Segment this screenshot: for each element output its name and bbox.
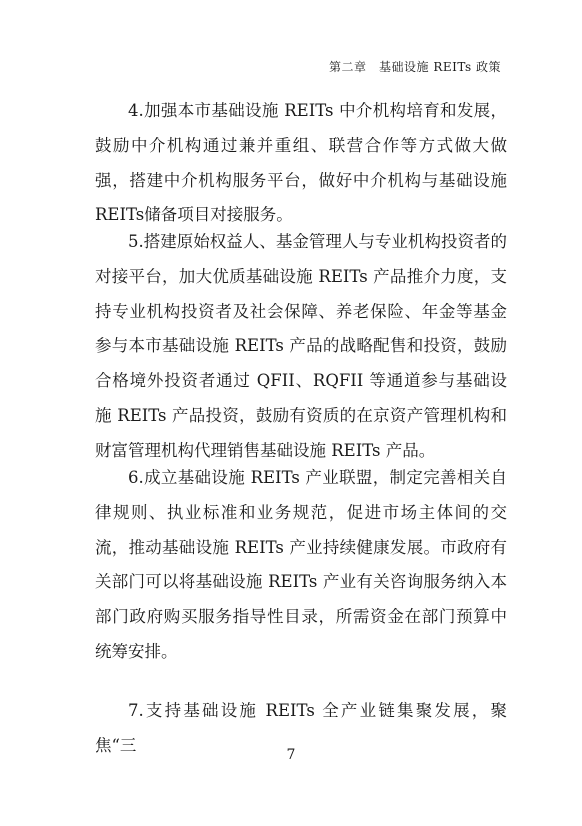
paragraph-4-text: 4.加强本市基础设施 REITs 中介机构培育和发展，鼓励中介机构通过兼并重组、联营合作等方式做大做强，搭建中介机构服务平台，做好中介机构与基础设施REITs储备项目对接服务。	[95, 101, 507, 225]
paragraph-6	[95, 461, 507, 670]
paragraph-7-text: 7.支持基础设施 REITs 全产业链集聚发展，聚焦“三	[95, 701, 507, 755]
paragraph-4	[95, 94, 507, 233]
paragraph-5	[95, 225, 507, 469]
paragraph-5-text: 5.搭建原始权益人、基金管理人与专业机构投资者的对接平台，加大优质基础设施 REITs 产品推介力度，支持专业机构投资者及社会保障、养老保险、年金等基金参与本市基础设施 REITs 产品的战略配售和投资，鼓励合格境外投资者通过 QFII、RQFII 等通道参与基础设施 REITs 产品投资，鼓励有资质的在京资产管理机构和财富管理机构代理销售基础设施 REITs 产品。	[95, 232, 507, 460]
page-number: 7	[286, 747, 296, 763]
running-header: 第二章 基础设施 REITs 政策	[329, 60, 501, 74]
paragraph-6-text: 6.成立基础设施 REITs 产业联盟，制定完善相关自律规则、执业标准和业务规范，促进市场主体间的交流，推动基础设施 REITs 产业持续健康发展。市政府有关部门可以将基础设施 REITs 产业有关咨询服务纳入本部门政府购买服务指导性目录，所需资金在部门预算中统筹安排。	[95, 468, 507, 661]
